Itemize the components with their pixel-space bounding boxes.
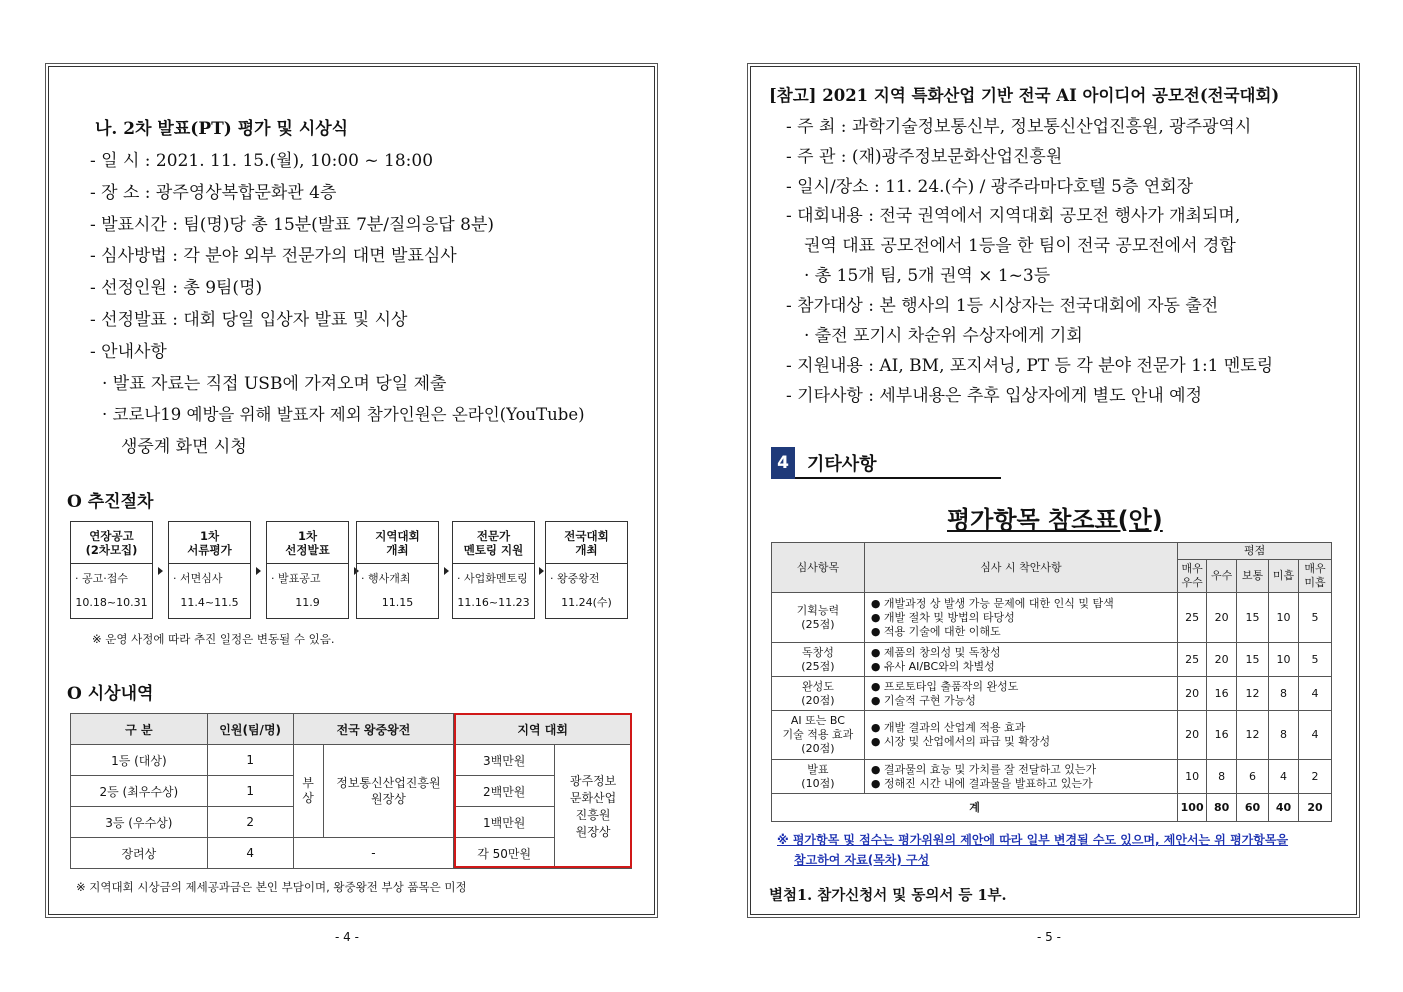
regional-prize: 1백만원 — [454, 807, 555, 838]
process-flow — [70, 521, 630, 619]
process-note: ※ 운영 사정에 따라 추진 일정은 변동될 수 있음. — [92, 632, 335, 646]
info-subline: 생중계 화면 시청 — [121, 437, 247, 457]
national-dash: - — [293, 838, 454, 869]
info-line: - 선정인원 : 총 9팀(명) — [90, 278, 263, 298]
award-grade: 2등 (최우수상) — [71, 776, 208, 807]
eval-grade: 우수 — [1207, 560, 1237, 593]
arrow-right-icon — [256, 567, 261, 575]
info-subline: · 코로나19 예방을 위해 발표자 제외 참가인원은 온라인(YouTube) — [102, 405, 585, 424]
info-line: - 일시/장소 : 11. 24.(수) / 광주라마다호텔 5층 연회장 — [786, 177, 1194, 197]
regional-prize: 2백만원 — [454, 776, 555, 807]
criteria-line: ● 개발과정 상 발생 가능 문제에 대한 인식 및 탐색 — [870, 596, 1114, 610]
eval-score: 15 — [1237, 593, 1269, 643]
eval-criteria — [864, 643, 1177, 677]
process-step-date: 11.24(수) — [561, 596, 612, 609]
eval-score: 20 — [1178, 711, 1207, 760]
eval-score: 8 — [1269, 677, 1299, 711]
award-count: 2 — [207, 807, 293, 838]
eval-score: 20 — [1207, 643, 1237, 677]
info-line: - 장 소 : 광주영상복합문화관 4층 — [90, 183, 337, 203]
info-subline: · 출전 포기시 차순위 수상자에게 기회 — [804, 326, 1083, 346]
eval-score: 25 — [1178, 593, 1207, 643]
eval-score: 15 — [1237, 643, 1269, 677]
eval-item: AI 또는 BC 기술 적용 효과 (20점) — [772, 711, 865, 760]
arrow-right-icon — [158, 567, 163, 575]
eval-criteria — [864, 593, 1177, 643]
info-line: - 발표시간 : 팀(명)당 총 15분(발표 7분/질의응답 8분) — [90, 215, 494, 235]
eval-score: 5 — [1298, 643, 1331, 677]
info-line: - 심사방법 : 각 분야 외부 전문가의 대면 발표심사 — [90, 246, 457, 266]
criteria-line: ● 제품의 창의성 및 독창성 — [870, 645, 1001, 659]
process-step-item: · 발표공고 — [271, 572, 321, 585]
eval-note: ※ 평가항목 및 점수는 평가위원의 제안에 따라 일부 변경될 수도 있으며, 제안서는 위 평가항목을 — [777, 833, 1289, 847]
eval-score: 20 — [1207, 593, 1237, 643]
eval-total: 40 — [1269, 794, 1299, 822]
award-count: 4 — [207, 838, 293, 869]
regional-prize: 3백만원 — [454, 745, 555, 776]
process-step-title: 전문가 멘토링 지원 — [453, 522, 534, 564]
eval-note: 참고하여 자료(목차) 구성 — [794, 853, 930, 867]
eval-header-item: 심사항목 — [772, 543, 865, 593]
arrow-right-icon — [539, 567, 544, 575]
section-header — [771, 447, 1001, 479]
criteria-line: ● 결과물의 효능 및 가치를 잘 전달하고 있는가 — [870, 762, 1097, 776]
criteria-line: ● 기술적 구현 가능성 — [870, 693, 976, 707]
criteria-line: ● 개발 결과의 산업계 적용 효과 — [870, 721, 1026, 734]
regional-award: 광주정보 문화산업 진흥원 원장상 — [555, 745, 632, 869]
info-line: - 기타사항 : 세부내용은 추후 입상자에게 별도 안내 예정 — [786, 386, 1202, 406]
eval-item: 발표 (10점) — [772, 760, 865, 794]
section-number: 4 — [771, 447, 795, 479]
criteria-line: ● 유사 AI/BC와의 차별성 — [870, 659, 995, 673]
eval-total: 60 — [1237, 794, 1269, 822]
award-grade: 3등 (우수상) — [71, 807, 208, 838]
criteria-line: ● 시장 및 산업에서의 파급 및 확장성 — [870, 735, 1051, 748]
national-sub: 부 상 — [293, 745, 323, 838]
eval-grade: 보통 — [1237, 560, 1269, 593]
eval-score: 16 — [1207, 677, 1237, 711]
section-title-pt: 나. 2차 발표(PT) 평가 및 시상식 — [95, 119, 349, 139]
arrow-right-icon — [444, 567, 449, 575]
eval-score: 6 — [1237, 760, 1269, 794]
eval-criteria — [864, 711, 1177, 760]
award-grade: 장려상 — [71, 838, 208, 869]
process-step-title: 1차 서류평가 — [169, 522, 250, 564]
process-step-date: 11.16~11.23 — [457, 596, 530, 609]
eval-grade: 매우 우수 — [1178, 560, 1207, 593]
process-step-item: · 왕중왕전 — [550, 572, 600, 585]
process-step-date: 11.4~11.5 — [180, 596, 239, 609]
process-title: O 추진절차 — [67, 492, 154, 512]
award-count: 1 — [207, 776, 293, 807]
eval-header-score: 평점 — [1178, 543, 1332, 560]
process-step-title: 1차 선정발표 — [267, 522, 348, 564]
award-header: 지역 대회 — [454, 714, 632, 745]
eval-score: 8 — [1269, 711, 1299, 760]
eval-score: 4 — [1298, 677, 1331, 711]
eval-score: 16 — [1207, 711, 1237, 760]
eval-score: 2 — [1298, 760, 1331, 794]
section-title: 기타사항 — [807, 454, 877, 475]
eval-score: 4 — [1298, 711, 1331, 760]
eval-criteria — [864, 760, 1177, 794]
process-step-date: 10.18~10.31 — [75, 596, 148, 609]
eval-score: 4 — [1269, 760, 1299, 794]
eval-grade: 매우 미흡 — [1298, 560, 1331, 593]
process-step-item: · 행사개최 — [361, 572, 411, 585]
process-step-date: 11.15 — [381, 596, 414, 609]
process-step — [70, 521, 153, 619]
page-number: - 5 - — [1037, 930, 1061, 944]
eval-score: 10 — [1269, 643, 1299, 677]
info-line: - 참가대상 : 본 행사의 1등 시상자는 전국대회에 자동 출전 — [786, 296, 1219, 316]
process-step-item: · 공고·접수 — [75, 572, 128, 585]
info-line: - 주 관 : (재)광주정보문화산업진흥원 — [786, 147, 1063, 167]
eval-score: 5 — [1298, 593, 1331, 643]
criteria-line: ● 적용 기술에 대한 이해도 — [870, 624, 1001, 638]
reference-title: [참고] 2021 지역 특화산업 기반 전국 AI 아이디어 공모전(전국대회) — [769, 86, 1280, 105]
info-line: - 대회내용 : 전국 권역에서 지역대회 공모전 행사가 개최되며, — [786, 206, 1241, 226]
process-step-item: · 사업화멘토링 — [457, 572, 528, 585]
process-step-title: 지역대회 개최 — [357, 522, 438, 564]
national-award: 정보통신산업진흥원 원장상 — [323, 745, 454, 838]
eval-item: 완성도 (20점) — [772, 677, 865, 711]
regional-prize: 각 50만원 — [454, 838, 555, 869]
eval-score: 8 — [1207, 760, 1237, 794]
process-step — [356, 521, 439, 619]
info-line: - 선정발표 : 대회 당일 입상자 발표 및 시상 — [90, 310, 408, 330]
info-line: - 주 최 : 과학기술정보통신부, 정보통신산업진흥원, 광주광역시 — [786, 117, 1252, 137]
eval-score: 20 — [1178, 677, 1207, 711]
eval-table — [771, 542, 1332, 822]
award-header: 전국 왕중왕전 — [293, 714, 454, 745]
info-subline: 권역 대표 공모전에서 1등을 한 팀이 전국 공모전에서 경합 — [804, 236, 1236, 256]
eval-grade: 미흡 — [1269, 560, 1299, 593]
info-subline: · 발표 자료는 직접 USB에 가져오며 당일 제출 — [102, 374, 447, 394]
award-note: ※ 지역대회 시상금의 제세공과금은 본인 부담이며, 왕중왕전 부상 품목은 미정 — [76, 880, 467, 894]
process-step-title: 전국대회 개최 — [546, 522, 627, 564]
eval-total-label: 계 — [772, 794, 1178, 822]
eval-score: 10 — [1269, 593, 1299, 643]
criteria-line: ● 프로토타입 출품작의 완성도 — [870, 679, 1019, 693]
page-number: - 4 - — [335, 930, 359, 944]
award-header: 인원(팀/명) — [207, 714, 293, 745]
info-subline: · 총 15개 팀, 5개 권역 × 1~3등 — [804, 266, 1051, 286]
process-step — [168, 521, 251, 619]
award-table — [70, 713, 632, 869]
process-step — [266, 521, 349, 619]
eval-total: 80 — [1207, 794, 1237, 822]
eval-score: 12 — [1237, 711, 1269, 760]
award-title: O 시상내역 — [67, 684, 154, 704]
eval-item: 독창성 (25점) — [772, 643, 865, 677]
eval-criteria — [864, 677, 1177, 711]
process-step-title: 연장공고 (2차모집) — [71, 522, 152, 564]
award-grade: 1등 (대상) — [71, 745, 208, 776]
criteria-line: ● 개발 절차 및 방법의 타당성 — [870, 610, 1015, 624]
attachment-line: 별첨1. 참가신청서 및 동의서 등 1부. — [769, 887, 1007, 904]
eval-total: 20 — [1298, 794, 1331, 822]
eval-score: 10 — [1178, 760, 1207, 794]
award-count: 1 — [207, 745, 293, 776]
process-step — [452, 521, 535, 619]
eval-total: 100 — [1178, 794, 1207, 822]
process-step — [545, 521, 628, 619]
criteria-line: ● 정해진 시간 내에 결과물을 발표하고 있는가 — [870, 776, 1093, 790]
eval-score: 25 — [1178, 643, 1207, 677]
eval-item: 기획능력 (25점) — [772, 593, 865, 643]
eval-header-criteria: 심사 시 착안사항 — [864, 543, 1177, 593]
info-line: - 일 시 : 2021. 11. 15.(월), 10:00 ~ 18:00 — [90, 151, 434, 171]
eval-table-title: 평가항목 참조표(안) — [947, 506, 1163, 534]
info-line: - 지원내용 : AI, BM, 포지셔닝, PT 등 각 분야 전문가 1:1 멘토링 — [786, 356, 1274, 376]
process-step-date: 11.9 — [295, 596, 320, 609]
process-step-item: · 서면심사 — [173, 572, 223, 585]
eval-score: 12 — [1237, 677, 1269, 711]
info-line: - 안내사항 — [90, 342, 167, 362]
award-header: 구 분 — [71, 714, 208, 745]
